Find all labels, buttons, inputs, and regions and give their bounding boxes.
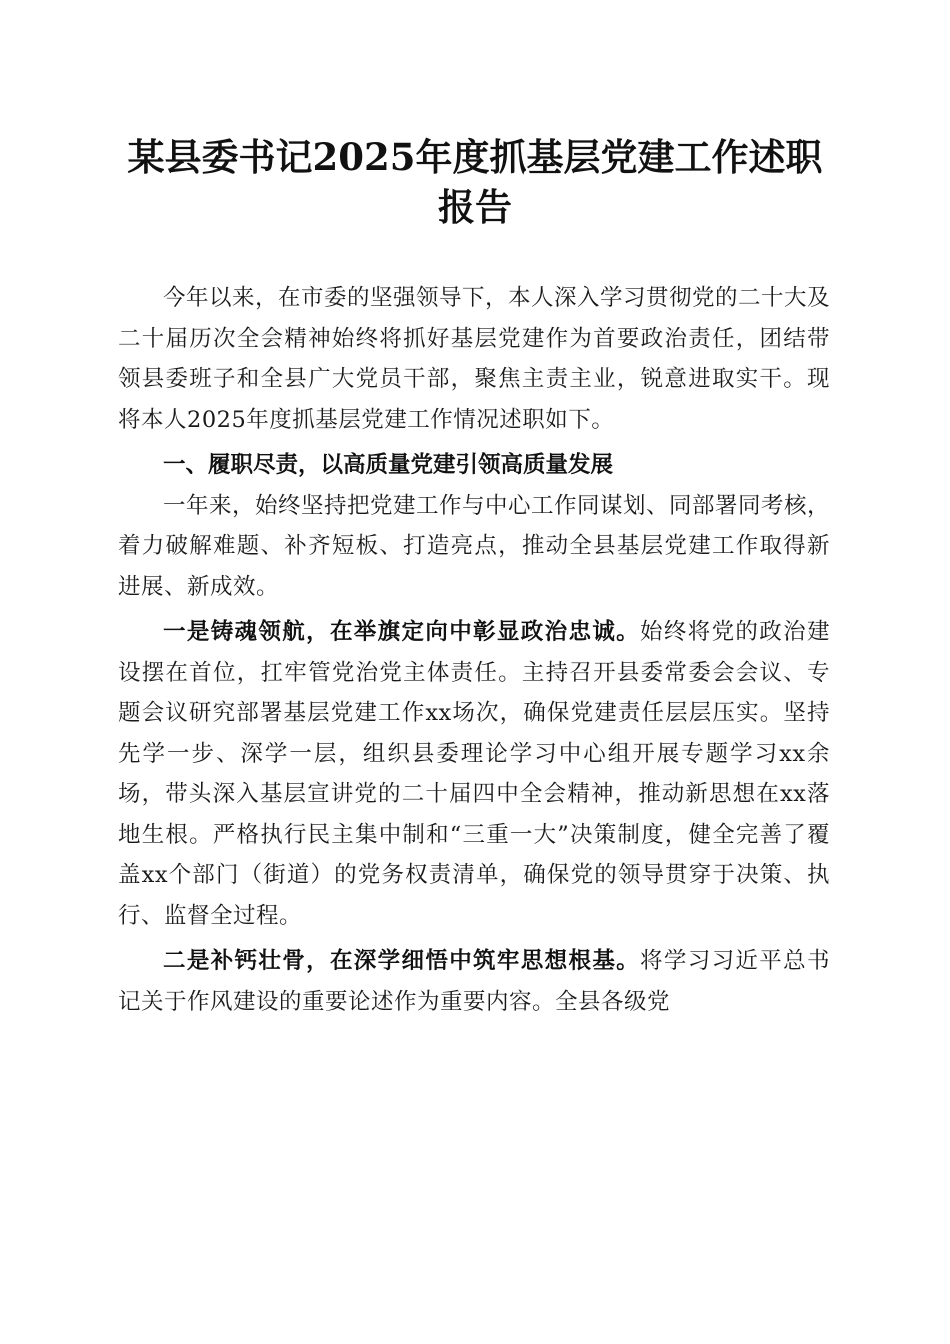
point-paragraph-1 [118,612,830,936]
point-text-1: 始终将党的政治建设摆在首位，扛牢管党治党主体责任。主持召开县委常委会会议、专题会议研究部署基层党建工作xx场次，确保党建责任层层压实。坚持先学一步、深学一层，组织县委理论学习中心组开展专题学习xx余场，带头深入基层宣讲党的二十届四中全会精神，推动新思想在xx落地生根。严格执行民主集中制和“三重一大”决策制度，健全完善了覆盖xx个部门（街道）的党务权责清单，确保党的领导贯穿于决策、执行、监督全过程。 [118,619,830,929]
section-summary-paragraph: 一年来，始终坚持把党建工作与中心工作同谋划、同部署同考核，着力破解难题、补齐短板、打造亮点，推动全县基层党建工作取得新进展、新成效。 [118,492,831,600]
section-heading-1: 一、履职尽责，以高质量党建引领高质量发展 [163,452,614,478]
intro-paragraph: 今年以来，在市委的坚强领导下，本人深入学习贯彻党的二十大及二十届历次全会精神始终将抓好基层党建作为首要政治责任，团结带领县委班子和全县广大党员干部，聚焦主责主业，锐意进取实干。现将本人2025年度抓基层党建工作情况述职如下。 [118,285,831,433]
point-lead-1: 一是铸魂领航，在举旗定向中彰显政治忠诚。 [163,619,641,645]
point-text-2: 将学习习近平总书记关于作风建设的重要论述作为重要内容。全县各级党 [118,948,830,1015]
document-body [118,278,830,1022]
point-lead-2: 二是补钙壮骨，在深学细悟中筑牢思想根基。 [163,948,641,974]
point-paragraph-2 [118,941,830,1022]
document-title: 某县委书记2025年度抓基层党建工作述职报告 [127,135,823,229]
